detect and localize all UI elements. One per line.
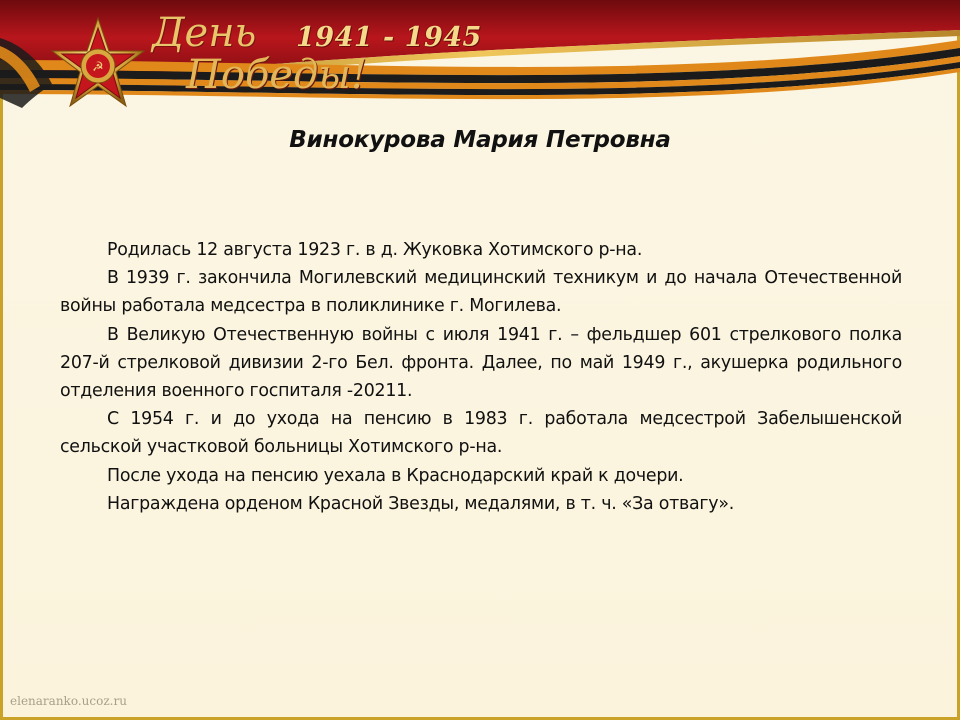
paragraph: В Великую Отечественную войны с июля 1941 г. – фельдшер 601 стрелкового полка 207-й стрелковой дивизии 2-го Бел. фронта. Далее, по май 1949 г., акушерка родильного отделения военного госпиталя -20211. <box>60 324 902 402</box>
paragraph: Награждена орденом Красной Звезды, медалями, в т. ч. «За отвагу». <box>107 493 735 514</box>
header-banner <box>0 0 960 118</box>
svg-text:☭: ☭ <box>92 60 104 75</box>
banner-years: 1941 - 1945 <box>296 22 482 53</box>
watermark: elenaranko.ucoz.ru <box>10 694 127 708</box>
paragraph: С 1954 г. и до ухода на пенсию в 1983 г. работала медсестрой Забелышенской сельской участковой больницы Хотимского р-на. <box>60 409 902 458</box>
page-title: Винокурова Мария Петровна <box>289 127 671 153</box>
biography-text <box>60 236 902 518</box>
paragraph: Родилась 12 августа 1923 г. в д. Жуковка Хотимского р-на. <box>107 240 643 260</box>
banner-pobedy-text: Победы! <box>186 52 368 98</box>
banner-den-text: День <box>152 10 257 56</box>
banner-graphic <box>0 0 960 118</box>
paragraph: В 1939 г. закончила Могилевский медицинский техникум и до начала Отечественной войны работала медсестра в поликлинике г. Могилева. <box>60 268 902 317</box>
paragraph: После ухода на пенсию уехала в Краснодарский край к дочери. <box>107 465 684 486</box>
